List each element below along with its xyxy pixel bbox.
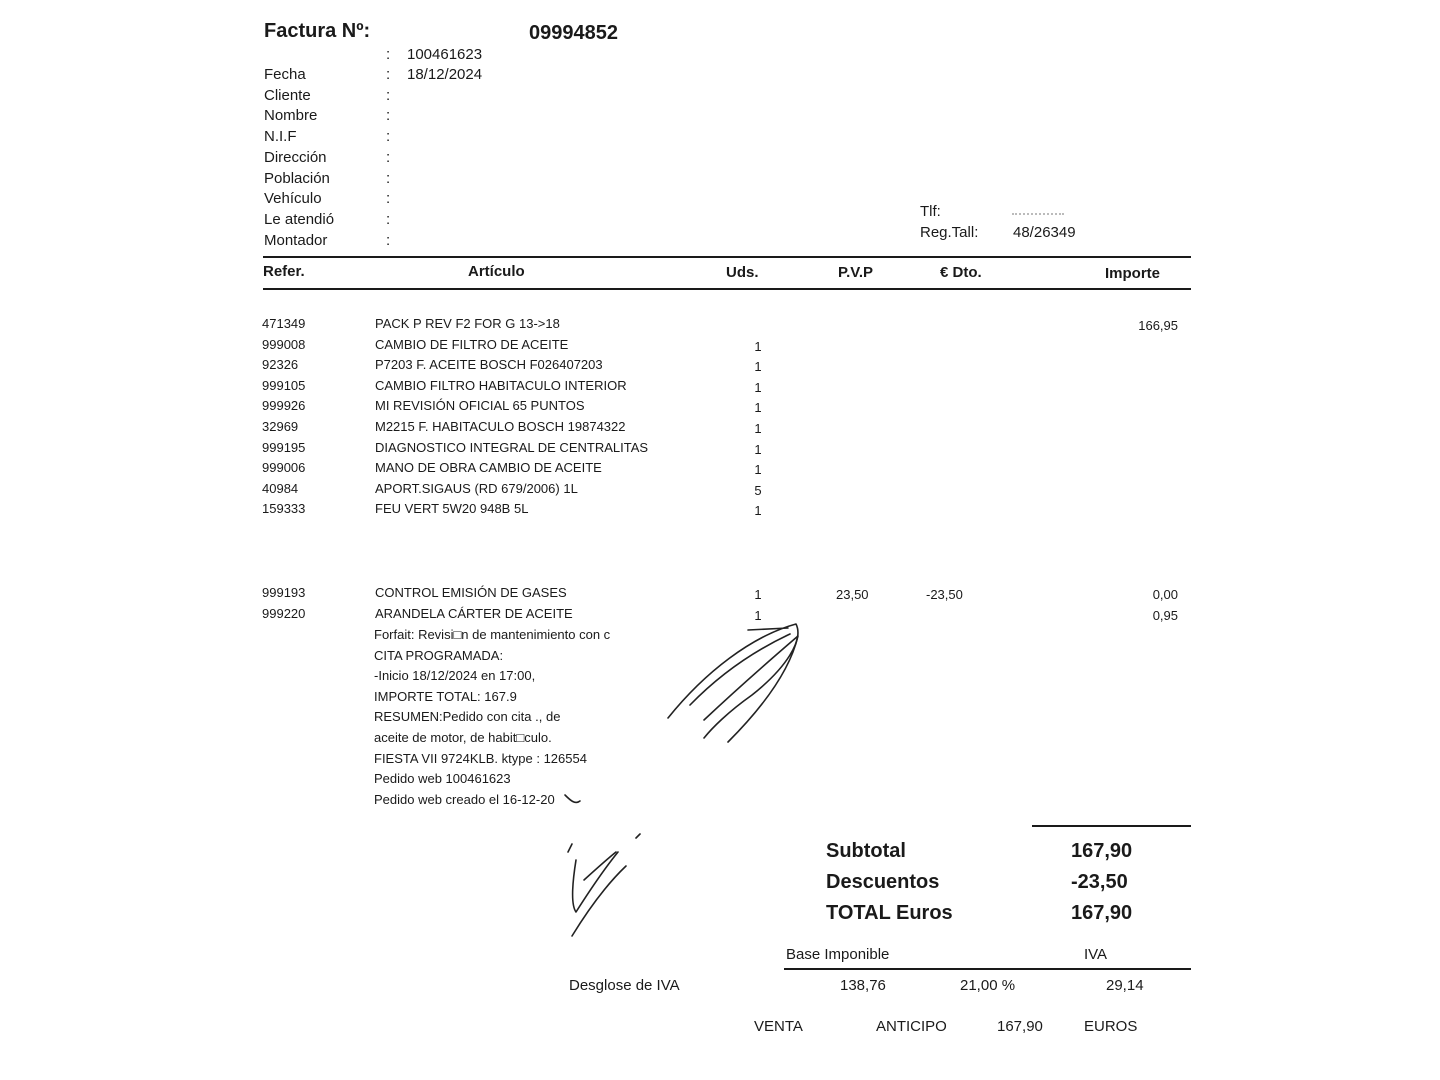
- reg-label: Reg.Tall:: [920, 224, 979, 241]
- row-ref: 471349: [262, 316, 306, 331]
- row-units: 1: [754, 359, 762, 375]
- totals-rule: [1032, 825, 1191, 827]
- field-value: 18/12/2024: [407, 66, 483, 83]
- field-label: N.I.F: [264, 128, 297, 146]
- row-amount: 0,00: [1152, 587, 1178, 602]
- iva-value: 29,14: [1106, 977, 1144, 994]
- note-line: aceite de motor, de habit□culo.: [374, 730, 552, 745]
- col-pvp-header: P.V.P: [838, 264, 874, 281]
- row-ref: 999195: [262, 439, 306, 455]
- row-article: CAMBIO DE FILTRO DE ACEITE: [375, 336, 569, 352]
- note-line: IMPORTE TOTAL: 167.9: [374, 688, 517, 704]
- row-ref: 999193: [262, 585, 306, 600]
- field-label: Fecha: [264, 66, 306, 83]
- footer-amount: 167,90: [997, 1018, 1043, 1035]
- row-article: ARANDELA CÁRTER DE ACEITE: [375, 605, 573, 621]
- row-ref: 159333: [262, 501, 306, 517]
- row-ref: 32969: [262, 419, 299, 434]
- row-units: 1: [754, 462, 762, 478]
- field-label: Cliente: [264, 86, 311, 104]
- note-line: Forfait: Revisi□n de mantenimiento con c: [374, 627, 611, 642]
- field-colon: :: [386, 66, 391, 83]
- col-discount-header: € Dto.: [940, 264, 982, 281]
- row-article: CAMBIO FILTRO HABITACULO INTERIOR: [375, 377, 627, 393]
- subtotal-label: Subtotal: [826, 840, 906, 862]
- field-colon: :: [386, 128, 391, 146]
- note-line: Pedido web 100461623: [374, 771, 511, 787]
- row-article: MANO DE OBRA CAMBIO DE ACEITE: [375, 460, 602, 476]
- tlf-label: Tlf:: [920, 203, 941, 220]
- row-units: 1: [754, 503, 762, 519]
- row-units: 1: [754, 421, 762, 436]
- invoice-number: 09994852: [529, 22, 618, 44]
- note-line: CITA PROGRAMADA:: [374, 647, 504, 663]
- col-amount-header: Importe: [1105, 265, 1161, 282]
- row-article: PACK P REV F2 FOR G 13->18: [375, 316, 560, 331]
- footer-currency: EUROS: [1084, 1018, 1138, 1035]
- field-colon: :: [386, 190, 391, 208]
- col-units-header: Uds.: [726, 264, 759, 281]
- note-line: RESUMEN:Pedido con cita ., de: [374, 709, 561, 725]
- row-units: 5: [754, 482, 762, 498]
- field-label: Población: [264, 169, 330, 187]
- order-colon: :: [386, 46, 391, 63]
- table-header-rule: [263, 288, 1191, 290]
- note-line: FIESTA VII 9724KLB. ktype : 126554: [374, 750, 587, 766]
- row-article: APORT.SIGAUS (RD 679/2006) 1L: [375, 480, 578, 496]
- row-discount: -23,50: [926, 587, 963, 602]
- row-article: M2215 F. HABITACULO BOSCH 19874322: [375, 419, 626, 434]
- row-article: P7203 F. ACEITE BOSCH F026407203: [375, 357, 603, 373]
- row-ref: 92326: [262, 357, 299, 373]
- vat-breakdown-label: Desglose de IVA: [569, 977, 680, 994]
- row-ref: 999926: [262, 398, 306, 414]
- reg-value: 48/26349: [1013, 224, 1076, 241]
- row-ref: 40984: [262, 480, 299, 496]
- field-colon: :: [386, 231, 391, 249]
- row-ref: 999008: [262, 336, 306, 352]
- vat-rate: 21,00 %: [960, 977, 1016, 994]
- footer-venta: VENTA: [754, 1018, 803, 1035]
- row-ref: 999105: [262, 377, 306, 393]
- note-line: -Inicio 18/12/2024 en 17:00,: [374, 668, 536, 684]
- row-units: 1: [754, 587, 762, 602]
- base-label: Base Imponible: [786, 946, 890, 963]
- footer-anticipo: ANTICIPO: [876, 1018, 947, 1035]
- row-pvp: 23,50: [836, 587, 869, 602]
- discounts-label: Descuentos: [826, 871, 940, 893]
- field-colon: :: [386, 148, 391, 166]
- field-colon: :: [386, 210, 391, 228]
- field-colon: :: [386, 169, 391, 187]
- field-colon: :: [386, 86, 391, 104]
- row-units: 1: [754, 400, 762, 416]
- row-amount: 166,95: [1138, 318, 1178, 333]
- field-label: Vehículo: [264, 190, 322, 208]
- iva-label: IVA: [1084, 946, 1108, 963]
- row-article: FEU VERT 5W20 948B 5L: [375, 501, 529, 517]
- total-label: TOTAL Euros: [826, 902, 953, 924]
- note-line: Pedido web creado el 16-12-20: [374, 791, 555, 807]
- row-ref: 999220: [262, 605, 306, 621]
- col-article-header: Artículo: [468, 263, 525, 280]
- invoice-label: Factura Nº:: [264, 20, 371, 42]
- row-article: CONTROL EMISIÓN DE GASES: [375, 585, 567, 600]
- field-label: Le atendió: [264, 210, 335, 228]
- order-number: 100461623: [407, 46, 483, 63]
- field-label: Montador: [264, 231, 328, 249]
- row-units: 1: [754, 441, 762, 457]
- discounts-value: -23,50: [1071, 871, 1128, 893]
- row-units: 1: [754, 338, 762, 354]
- redacted-phone: [1012, 213, 1064, 215]
- total-value: 167,90: [1071, 902, 1133, 924]
- base-value: 138,76: [840, 977, 886, 994]
- field-label: Nombre: [264, 107, 318, 125]
- vat-rule: [784, 968, 1191, 970]
- row-amount: 0,95: [1152, 607, 1178, 623]
- table-top-rule: [263, 256, 1191, 258]
- field-colon: :: [386, 107, 391, 125]
- subtotal-value: 167,90: [1071, 840, 1133, 862]
- row-units: 1: [754, 607, 762, 623]
- row-article: DIAGNOSTICO INTEGRAL DE CENTRALITAS: [375, 439, 649, 455]
- row-article: MI REVISIÓN OFICIAL 65 PUNTOS: [375, 398, 585, 414]
- row-units: 1: [754, 379, 762, 395]
- field-label: Dirección: [264, 148, 327, 166]
- row-ref: 999006: [262, 460, 306, 476]
- col-ref-header: Refer.: [263, 263, 305, 280]
